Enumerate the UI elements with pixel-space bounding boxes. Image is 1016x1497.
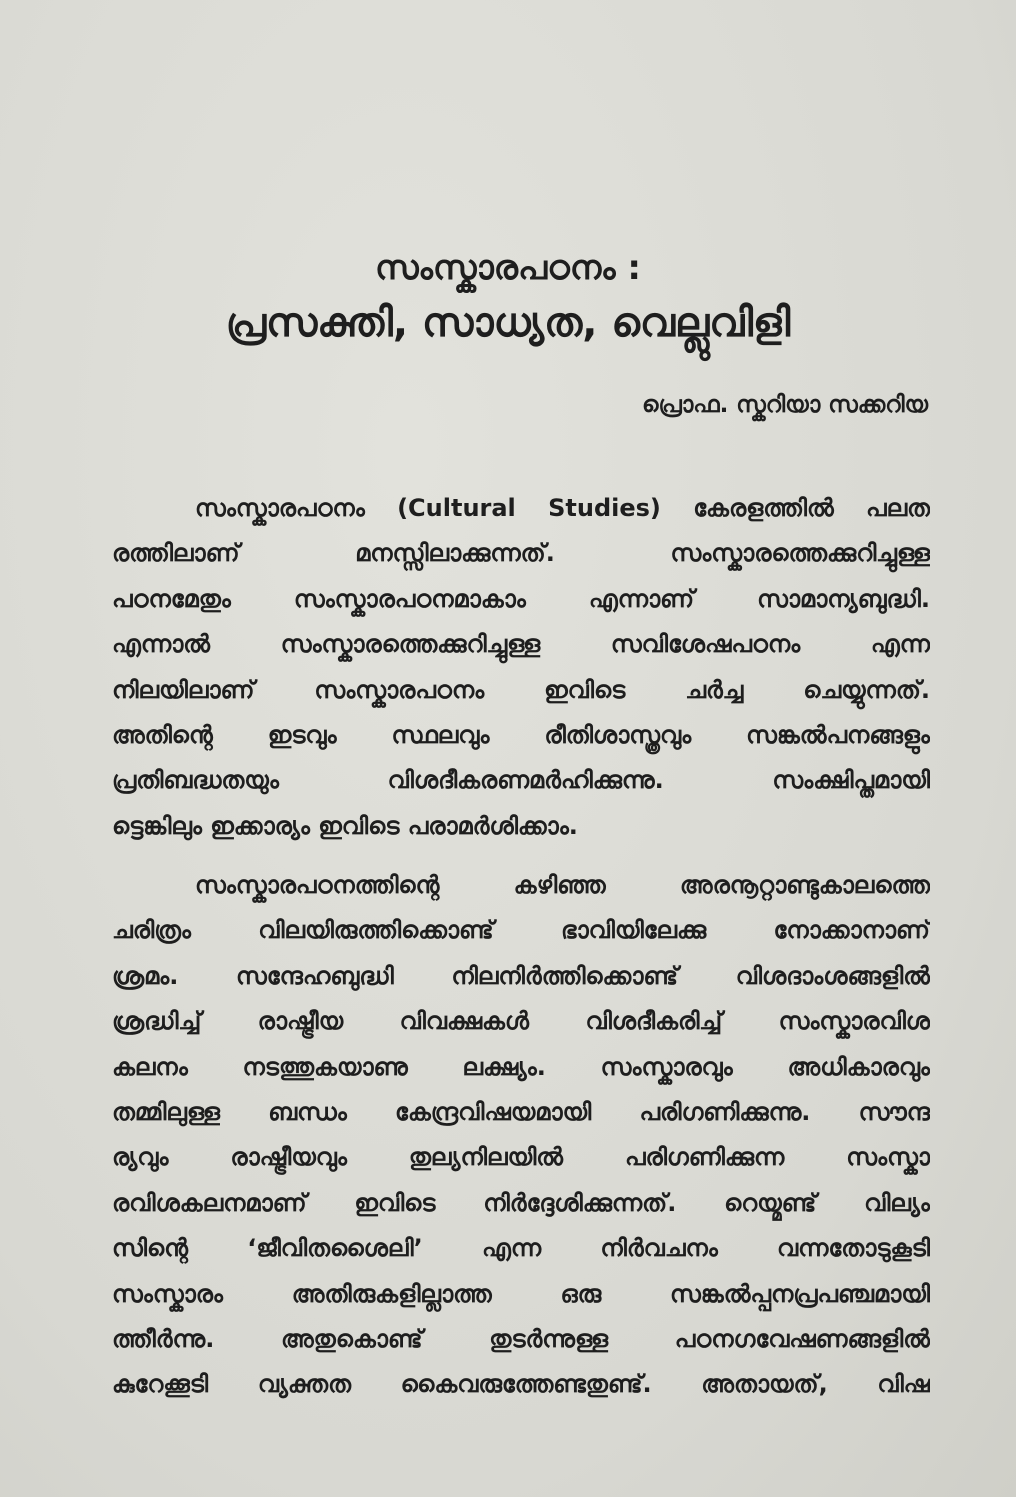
paragraph-2-line: ചരിത്രം വിലയിരുത്തിക്കൊണ്ട് ഭാവിയിലേക്കു നോക്കാനാണ് — [112, 916, 930, 945]
article-title-line-1: സംസ്കാരപഠനം : — [375, 248, 641, 288]
paragraph-2-line: സിന്റെ ‘ജീവിതശൈലി’ എന്ന നിർവചനം വന്നതോടുകൂടി — [112, 1234, 930, 1263]
paragraph-2-line: തമ്മിലുള്ള ബന്ധം കേന്ദ്രവിഷയമായി പരിഗണിക്കുന്നു. സൗന്ദ — [112, 1098, 930, 1126]
paragraph-2-line: കുറേക്കൂടി വ്യക്തത കൈവരുത്തേണ്ടതുണ്ട്. അതായത്, വിഷ — [112, 1370, 930, 1399]
paragraph-1-line: ട്ടെങ്കിലും ഇക്കാര്യം ഇവിടെ പരാമർശിക്കാം. — [112, 811, 578, 840]
paragraph-2-line: സംസ്കാരപഠനത്തിന്റെ കഴിഞ്ഞ അരനൂറ്റാണ്ടുകാലത്തെ — [195, 871, 930, 899]
paragraph-1-line: പഠനമേതും സംസ്കാരപഠനമാകാം എന്നാണ് സാമാന്യബുദ്ധി. — [112, 584, 930, 613]
author-name: പ്രൊഫ. സ്കറിയാ സക്കറിയ — [642, 392, 928, 418]
paragraph-1-line: സംസ്കാരപഠനം (Cultural Studies) കേരളത്തിൽ പലത — [195, 494, 930, 522]
paragraph-2-line: ര്യവും രാഷ്ട്രീയവും തുല്യനിലയിൽ പരിഗണിക്കുന്ന സംസ്കാ — [112, 1143, 930, 1172]
paragraph-2-line: കലനം നടത്തുകയാണു ലക്ഷ്യം. സംസ്കാരവും അധികാരവും — [112, 1052, 930, 1081]
paragraph-1-line: പ്രതിബദ്ധതയും വിശദീകരണമർഹിക്കുന്നു. സംക്ഷിപ്തമായി — [112, 766, 930, 795]
paragraph-1-line: നിലയിലാണ് സംസ്കാരപഠനം ഇവിടെ ചർച്ച ചെയ്യുന്നത്. — [112, 675, 930, 704]
paragraph-2-line: ശ്രമം. സന്ദേഹബുദ്ധി നിലനിർത്തിക്കൊണ്ട് വിശദാംശങ്ങളിൽ — [112, 961, 930, 990]
paragraph-2-line: ശ്രദ്ധിച്ച് രാഷ്ട്രീയ വിവക്ഷകൾ വിശദീകരിച്ച് സംസ്കാരവിശ — [112, 1007, 930, 1036]
paragraph-2-line: സംസ്കാരം അതിരുകളില്ലാത്ത ഒരു സങ്കൽപ്പനപ്രപഞ്ചമായി — [112, 1279, 930, 1308]
paragraph-1-line: അതിന്റെ ഇടവും സ്ഥലവും രീതിശാസ്ത്രവും സങ്കൽപനങ്ങളും — [112, 721, 930, 749]
article-title-line-2: പ്രസക്തി, സാധ്യത, വെല്ലുവിളി — [225, 300, 791, 346]
paragraph-2-line: രവിശകലനമാണ് ഇവിടെ നിർദ്ദേശിക്കുന്നത്. റെയ്മണ്ട് വില്യം — [112, 1188, 930, 1217]
paragraph-1-line: രത്തിലാണ് മനസ്സിലാക്കുന്നത്. സംസ്കാരത്തെക്കുറിച്ചുള്ള — [112, 539, 930, 568]
paragraph-2-line: ത്തീർന്നു. അതുകൊണ്ട് തുടർന്നുള്ള പഠനഗവേഷണങ്ങളിൽ — [112, 1325, 930, 1353]
paragraph-1-line: എന്നാൽ സംസ്കാരത്തെക്കുറിച്ചുള്ള സവിശേഷപഠനം എന്ന — [112, 630, 930, 659]
